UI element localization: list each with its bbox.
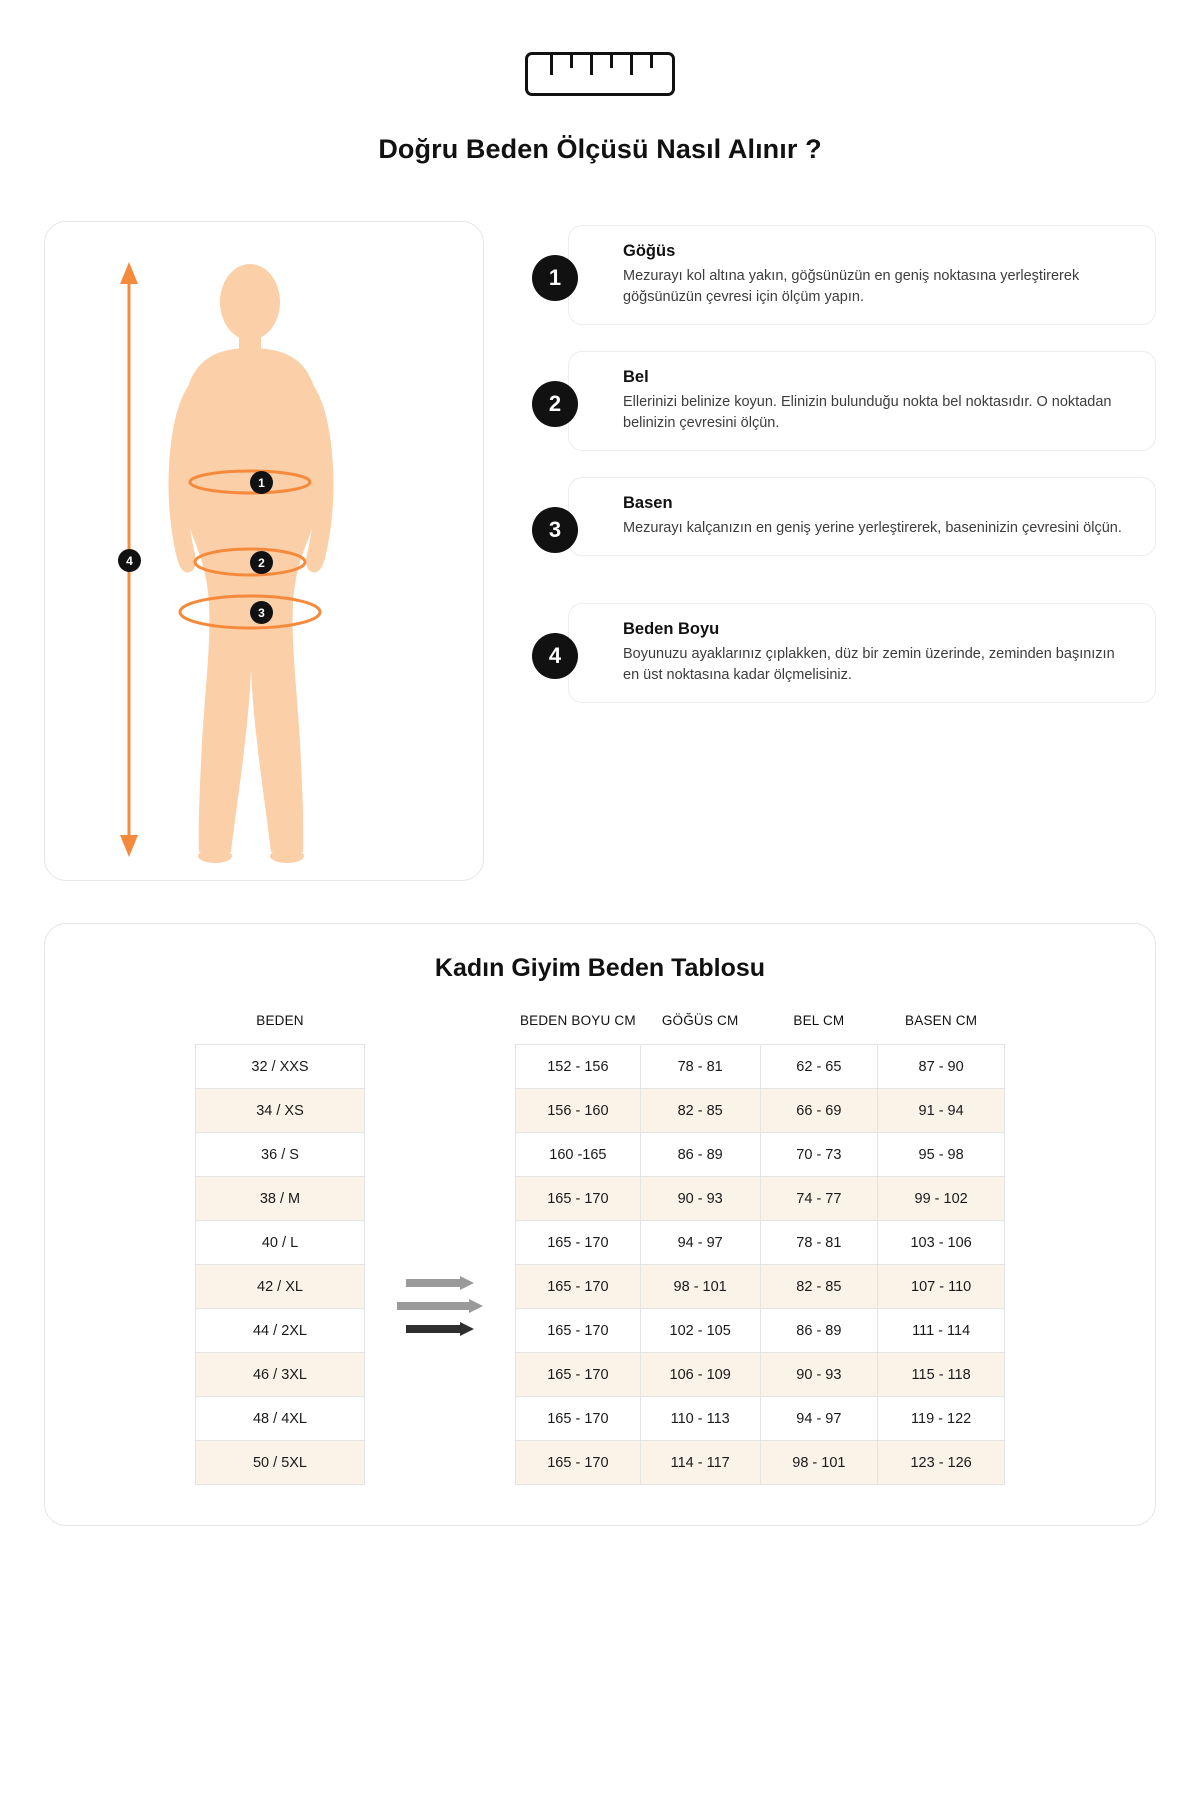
step-title-3: Basen [623, 494, 673, 513]
ruler-icon [525, 52, 675, 96]
step-card-3 [568, 477, 1156, 556]
step-card-4 [568, 603, 1156, 703]
size-column-table [195, 1005, 365, 1485]
page-title: Doğru Beden Ölçüsü Nasıl Alınır ? [378, 134, 822, 164]
size-cell: 36 / S [196, 1133, 365, 1177]
cell-basen: 107 - 110 [878, 1265, 1005, 1309]
table-row [516, 1089, 1005, 1133]
step-item-gogus [532, 225, 1156, 337]
step-item-beden-boyu [532, 603, 1156, 715]
step-item-basen [532, 477, 1156, 589]
cell-bel: 98 - 101 [760, 1441, 878, 1485]
cell-beden-boyu: 156 - 160 [516, 1089, 641, 1133]
figure-marker-1: 1 [250, 471, 273, 494]
size-cell: 46 / 3XL [196, 1353, 365, 1397]
step-badge-3: 3 [532, 507, 578, 553]
cell-bel: 62 - 65 [760, 1045, 878, 1089]
step-desc-4: Boyunuzu ayaklarınız çıplakken, düz bir zemin üzerinde, zeminden başınızın en üst noktasına kadar ölçmelisiniz. [623, 646, 1115, 684]
size-table-card [44, 923, 1156, 1526]
table-row [516, 1045, 1005, 1089]
cell-bel: 94 - 97 [760, 1397, 878, 1441]
table-row [196, 1441, 365, 1485]
step-badge-1: 1 [532, 255, 578, 301]
measurements-body [516, 1045, 1005, 1485]
table-row [516, 1177, 1005, 1221]
step-title-1: Göğüs [623, 242, 676, 261]
cell-gogus: 86 - 89 [640, 1133, 760, 1177]
figure-marker-2: 2 [250, 551, 273, 574]
table-row [516, 1441, 1005, 1485]
step-card-1 [568, 225, 1156, 325]
measurements-table [515, 1005, 1005, 1485]
cell-gogus: 82 - 85 [640, 1089, 760, 1133]
cell-basen: 87 - 90 [878, 1045, 1005, 1089]
table-row [196, 1221, 365, 1265]
step-title-4: Beden Boyu [623, 620, 720, 639]
size-cell: 42 / XL [196, 1265, 365, 1309]
cell-beden-boyu: 165 - 170 [516, 1221, 641, 1265]
cell-basen: 91 - 94 [878, 1089, 1005, 1133]
table-row [196, 1133, 365, 1177]
size-cell: 50 / 5XL [196, 1441, 365, 1485]
cell-gogus: 94 - 97 [640, 1221, 760, 1265]
table-row [196, 1309, 365, 1353]
column-header-bel: BEL CM [793, 1013, 845, 1029]
table-row [196, 1177, 365, 1221]
step-item-bel [532, 351, 1156, 463]
cell-bel: 70 - 73 [760, 1133, 878, 1177]
step-card-2 [568, 351, 1156, 451]
table-row [196, 1353, 365, 1397]
cell-basen: 123 - 126 [878, 1441, 1005, 1485]
table-row [516, 1133, 1005, 1177]
figure-marker-4: 4 [118, 549, 141, 572]
cell-bel: 74 - 77 [760, 1177, 878, 1221]
column-header-gogus: GÖĞÜS CM [661, 1013, 739, 1029]
size-cell: 32 / XXS [196, 1045, 365, 1089]
cell-gogus: 90 - 93 [640, 1177, 760, 1221]
table-row [196, 1397, 365, 1441]
step-badge-2: 2 [532, 381, 578, 427]
size-cell: 38 / M [196, 1177, 365, 1221]
cell-beden-boyu: 165 - 170 [516, 1353, 641, 1397]
size-cell: 34 / XS [196, 1089, 365, 1133]
size-cell: 40 / L [196, 1221, 365, 1265]
cell-beden-boyu: 165 - 170 [516, 1441, 641, 1485]
step-desc-3: Mezurayı kalçanızın en geniş yerine yerleştirerek, baseninizin çevresini ölçün. [623, 520, 1122, 537]
cell-gogus: 78 - 81 [640, 1045, 760, 1089]
cell-gogus: 102 - 105 [640, 1309, 760, 1353]
table-row [516, 1265, 1005, 1309]
cell-bel: 90 - 93 [760, 1353, 878, 1397]
steps-list [532, 221, 1156, 881]
cell-gogus: 114 - 117 [640, 1441, 760, 1485]
table-row [196, 1265, 365, 1309]
size-table-title: Kadın Giyim Beden Tablosu [434, 954, 766, 983]
ruler-icon-wrap [0, 0, 1200, 96]
size-column-body [196, 1045, 365, 1485]
figure-marker-3: 3 [250, 601, 273, 624]
step-desc-2: Ellerinizi belinize koyun. Elinizin bulunduğu nokta bel noktasıdır. O noktadan belinizin çevresini ölçün. [623, 394, 1112, 432]
cell-gogus: 106 - 109 [640, 1353, 760, 1397]
column-header-basen: BASEN CM [905, 1013, 978, 1029]
arrow-right-icon [397, 1299, 483, 1312]
cell-bel: 86 - 89 [760, 1309, 878, 1353]
step-title-2: Bel [623, 368, 649, 387]
size-cell: 48 / 4XL [196, 1397, 365, 1441]
arrow-right-icon [406, 1276, 474, 1289]
arrow-group [365, 1156, 515, 1335]
table-row [196, 1045, 365, 1089]
table-row [516, 1309, 1005, 1353]
cell-basen: 119 - 122 [878, 1397, 1005, 1441]
top-section [0, 183, 1200, 881]
cell-bel: 78 - 81 [760, 1221, 878, 1265]
step-desc-1: Mezurayı kol altına yakın, göğsünüzün en geniş noktasına yerleştirerek göğsünüzün çevresi için ölçüm yapın. [623, 268, 1080, 306]
cell-bel: 82 - 85 [760, 1265, 878, 1309]
cell-basen: 111 - 114 [878, 1309, 1005, 1353]
table-row [516, 1397, 1005, 1441]
cell-beden-boyu: 165 - 170 [516, 1177, 641, 1221]
size-cell: 44 / 2XL [196, 1309, 365, 1353]
table-row [516, 1353, 1005, 1397]
body-figure-card [44, 221, 484, 881]
cell-gogus: 110 - 113 [640, 1397, 760, 1441]
size-column-header: BEDEN [256, 1013, 304, 1029]
table-row [516, 1221, 1005, 1265]
size-table-wrap [79, 1005, 1121, 1485]
cell-gogus: 98 - 101 [640, 1265, 760, 1309]
cell-beden-boyu: 165 - 170 [516, 1309, 641, 1353]
step-badge-4: 4 [532, 633, 578, 679]
cell-basen: 95 - 98 [878, 1133, 1005, 1177]
cell-beden-boyu: 160 -165 [516, 1133, 641, 1177]
cell-basen: 115 - 118 [878, 1353, 1005, 1397]
cell-beden-boyu: 165 - 170 [516, 1265, 641, 1309]
cell-beden-boyu: 165 - 170 [516, 1397, 641, 1441]
arrow-right-icon [406, 1322, 474, 1335]
cell-basen: 103 - 106 [878, 1221, 1005, 1265]
cell-bel: 66 - 69 [760, 1089, 878, 1133]
cell-beden-boyu: 152 - 156 [516, 1045, 641, 1089]
column-header-beden-boyu: BEDEN BOYU CM [519, 1013, 636, 1029]
cell-basen: 99 - 102 [878, 1177, 1005, 1221]
table-row [196, 1089, 365, 1133]
